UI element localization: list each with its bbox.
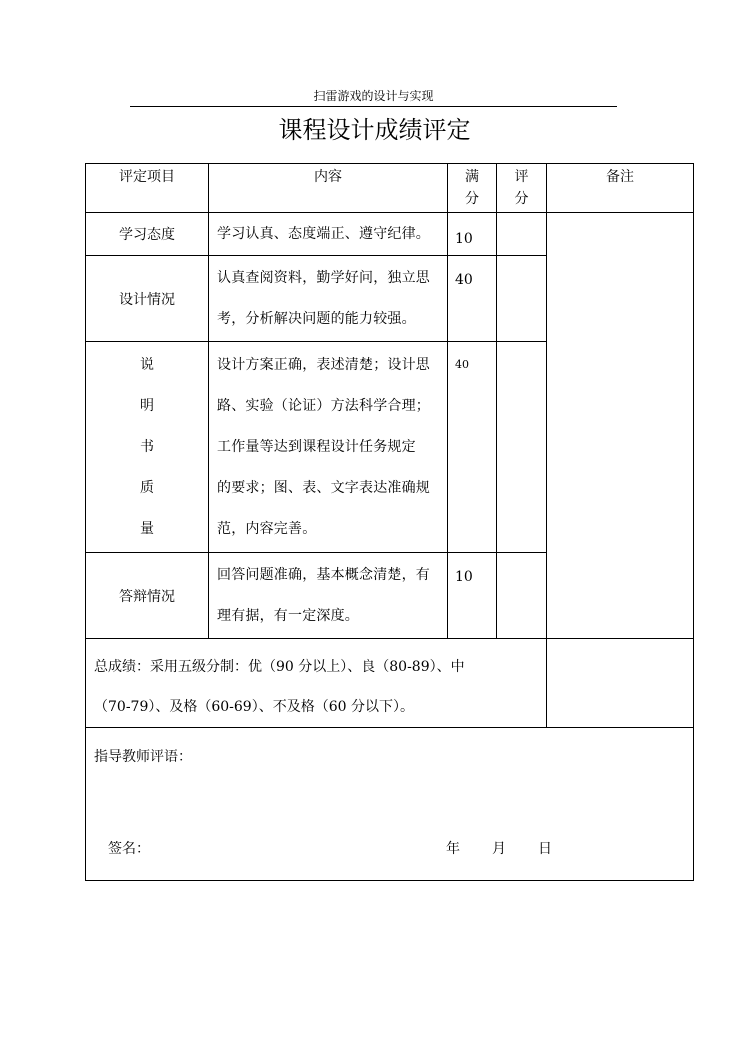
item-char: 书 (140, 438, 154, 455)
content-line: 考，分析解决问题的能力较强。 (217, 310, 416, 327)
content-line: 工作量等达到课程设计任务规定 (217, 438, 416, 455)
row-score-input[interactable] (497, 256, 547, 342)
date-day-label: 日 (538, 841, 552, 857)
row-content (209, 553, 448, 639)
row-full-score: 40 (448, 256, 497, 342)
row-content (209, 342, 448, 553)
date-month-label: 月 (492, 841, 506, 857)
row-content: 学习认真、态度端正、遵守纪律。 (209, 213, 448, 256)
content-line: 认真查阅资料，勤学好问，独立思 (217, 269, 430, 286)
content-line: 路、实验（论证）方法科学合理； (217, 397, 430, 414)
content-line: 设计方案正确，表述清楚；设计思 (217, 356, 430, 373)
teacher-comment-area[interactable] (86, 728, 694, 881)
header-content: 内容 (209, 164, 448, 213)
remarks-cell[interactable] (547, 213, 694, 639)
row-full-score: 10 (448, 213, 497, 256)
total-line: 总成绩：采用五级分制：优（90 分以上）、良（80-89）、中 (94, 659, 465, 675)
row-score-input[interactable] (497, 553, 547, 639)
header-full-score-char-2: 分 (465, 191, 479, 207)
table-header-row (86, 164, 694, 213)
date-year-label: 年 (446, 841, 460, 857)
item-char: 质 (140, 479, 154, 496)
header-score-char-2: 分 (514, 191, 529, 207)
comment-row (86, 728, 694, 881)
header-divider (130, 106, 617, 107)
content-line: 的要求；图、表、文字表达准确规 (217, 479, 430, 496)
row-full-score: 40 (448, 342, 497, 553)
teacher-comment-label: 指导教师评语： (94, 749, 192, 765)
row-score-input[interactable] (497, 213, 547, 256)
header-remarks: 备注 (547, 164, 694, 213)
content-line: 范，内容完善。 (217, 520, 317, 537)
header-score (497, 164, 547, 213)
signature-label: 签名： (108, 841, 150, 857)
content-line: 理有据，有一定深度。 (217, 607, 359, 624)
item-char: 说 (140, 356, 154, 373)
row-item-defense: 答辩情况 (86, 553, 209, 639)
total-line: （70-79）、及格（60-69）、不及格（60 分以下）。 (94, 699, 414, 715)
row-item-manual-quality (86, 342, 209, 553)
item-char: 明 (140, 397, 154, 414)
table-row (86, 213, 694, 256)
item-char: 量 (140, 520, 154, 537)
header-full-score-char-1: 满 (465, 169, 479, 185)
row-content (209, 256, 448, 342)
total-row (86, 639, 694, 728)
header-item: 评定项目 (86, 164, 209, 213)
row-score-input[interactable] (497, 342, 547, 553)
running-header: 扫雷游戏的设计与实现 (313, 89, 434, 103)
total-grade-description (86, 639, 547, 728)
grade-table (85, 163, 694, 881)
content-line: 回答问题准确，基本概念清楚，有 (217, 566, 430, 583)
row-full-score: 10 (448, 553, 497, 639)
page-title: 课程设计成绩评定 (278, 116, 471, 144)
row-item-design-status: 设计情况 (86, 256, 209, 342)
header-full-score (448, 164, 497, 213)
row-item-study-attitude: 学习态度 (86, 213, 209, 256)
total-grade-input[interactable] (547, 639, 694, 728)
header-score-char-1: 评 (514, 169, 529, 185)
